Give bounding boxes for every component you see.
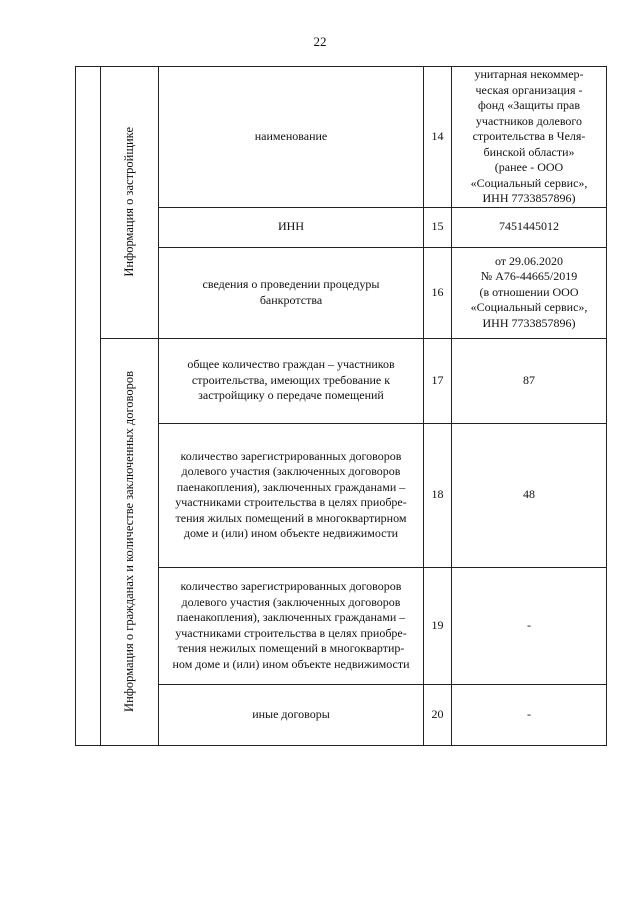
row-name: количество зарегистрированных договоров долевого участия (заключенных договоров паенакопления), заключенных гражданами – участниками строительства в целях приобре- тения жилых помещений в многоквартирном доме и (или) ином объекте недвижимости <box>159 423 424 567</box>
info-table <box>75 66 607 746</box>
row-number: 20 <box>424 684 452 745</box>
section-citizens-cell <box>101 338 159 745</box>
row-number: 15 <box>424 207 452 247</box>
row-value: 48 <box>452 423 607 567</box>
row-number: 18 <box>424 423 452 567</box>
section-developer-cell <box>101 67 159 339</box>
row-name: общее количество граждан – участников строительства, имеющих требование к застройщику о передаче помещений <box>159 338 424 423</box>
row-name: иные договоры <box>159 684 424 745</box>
table-row <box>76 338 607 423</box>
row-value: 7451445012 <box>452 207 607 247</box>
section-developer-title: Информация о застройщике <box>121 127 136 278</box>
row-number: 16 <box>424 247 452 338</box>
row-name: сведения о проведении процедуры банкротства <box>159 247 424 338</box>
table-row <box>76 67 607 208</box>
row-value: унитарная некоммер- ческая организация - фонд «Защиты прав участников долевого строительства в Челя- бинской области» (ранее - ООО «Социальный сервис», ИНН 7733857896) <box>452 67 607 208</box>
row-number: 17 <box>424 338 452 423</box>
blank-margin-column <box>76 67 101 746</box>
row-number: 19 <box>424 567 452 684</box>
row-name: наименование <box>159 67 424 208</box>
row-value: от 29.06.2020 № А76-44665/2019 (в отношении ООО «Социальный сервис», ИНН 7733857896) <box>452 247 607 338</box>
row-number: 14 <box>424 67 452 208</box>
row-value: 87 <box>452 338 607 423</box>
row-name: количество зарегистрированных договоров долевого участия (заключенных договоров паенакопления), заключенных гражданами – участниками строительства в целях приобре- тения нежилых помещений в многоквартир- ном доме и (или) ином объекте недвижимости <box>159 567 424 684</box>
page-number: 22 <box>313 34 327 49</box>
row-value: - <box>452 567 607 684</box>
row-name: ИНН <box>159 207 424 247</box>
row-value: - <box>452 684 607 745</box>
section-citizens-title: Информация о гражданах и количестве заключенных договоров <box>121 371 136 712</box>
